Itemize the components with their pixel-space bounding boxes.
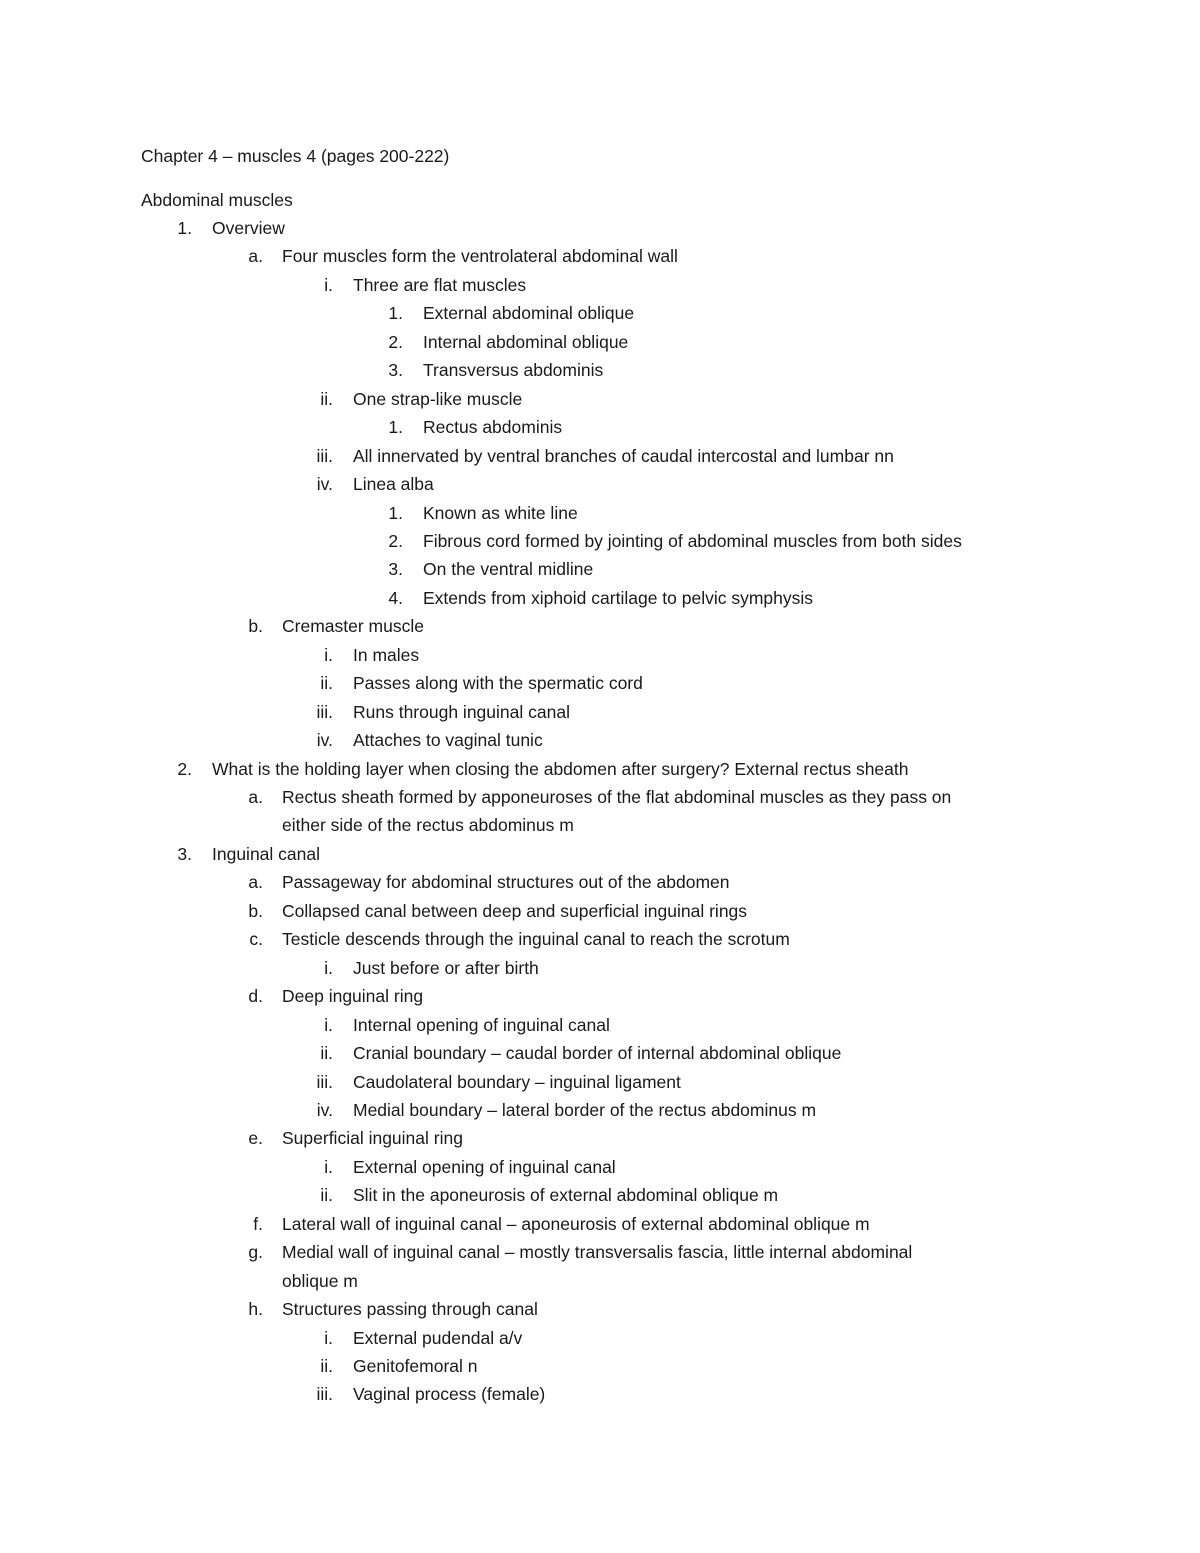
list-item-text: Overview (212, 218, 285, 238)
list-item-marker: 2. (388, 331, 403, 352)
list-item-marker: b. (248, 616, 263, 637)
list-item-text: External abdominal oblique (423, 303, 635, 324)
list-item-text: What is the holding layer when closing the abdomen after surgery? External rectus sheath (212, 758, 909, 779)
list-item-text: Slit in the aponeurosis of external abdominal oblique m (353, 1185, 779, 1206)
list-item-marker: 1. (388, 303, 403, 324)
list-item-marker: 1. (388, 417, 403, 438)
list-item-marker: 3. (388, 559, 403, 580)
section-heading: Abdominal muscles (141, 190, 293, 210)
list-item-marker: 2. (177, 758, 192, 779)
list-item-text: Rectus abdominis (423, 417, 563, 438)
list-item-text: Collapsed canal between deep and superficial inguinal rings (282, 900, 748, 921)
list-item-text: Internal opening of inguinal canal (353, 1014, 610, 1035)
list-item-marker: iv. (316, 1099, 333, 1120)
list-item-marker: 1. (177, 218, 192, 238)
list-item-marker: i. (324, 957, 333, 978)
list-item-text: Just before or after birth (353, 957, 539, 978)
list-item-text: Known as white line (423, 502, 578, 523)
list-item-text: Linea alba (353, 474, 434, 495)
list-item-marker: iv. (316, 474, 333, 495)
list-item-text: oblique m (282, 1270, 358, 1291)
list-item-text: Rectus sheath formed by apponeuroses of the flat abdominal muscles as they pass on (282, 787, 952, 807)
list-item-text: In males (353, 644, 420, 665)
document-title: Chapter 4 – muscles 4 (pages 200-222) (141, 146, 450, 166)
list-item-marker: c. (249, 929, 263, 950)
list-item-text: All innervated by ventral branches of caudal intercostal and lumbar nn (353, 445, 894, 466)
list-item-text: Inguinal canal (212, 843, 320, 864)
list-item-marker: 3. (388, 360, 403, 381)
list-item-text: Fibrous cord formed by jointing of abdominal muscles from both sides (423, 530, 962, 551)
list-item-marker: ii. (320, 673, 333, 694)
list-item-text: Genitofemoral n (353, 1356, 478, 1376)
list-item-marker: a. (248, 246, 263, 267)
list-item-marker: a. (248, 787, 263, 807)
list-item-text: Cremaster muscle (282, 616, 424, 637)
list-item-marker: i. (324, 1327, 333, 1348)
list-item-marker: ii. (320, 388, 333, 409)
list-item-marker: iii. (316, 445, 333, 466)
list-item-marker: ii. (320, 1185, 333, 1206)
list-item-text: Superficial inguinal ring (282, 1128, 463, 1149)
list-item-marker: 3. (177, 843, 192, 864)
list-item-text: External opening of inguinal canal (353, 1156, 616, 1177)
list-item-marker: a. (248, 872, 263, 893)
list-item-marker: iii. (316, 1384, 333, 1405)
list-item-text: either side of the rectus abdominus m (282, 815, 574, 836)
list-item-text: Cranial boundary – caudal border of internal abdominal oblique (353, 1043, 842, 1064)
list-item-marker: iv. (316, 730, 333, 751)
list-item-text: Structures passing through canal (282, 1299, 538, 1320)
list-item-text: Deep inguinal ring (282, 986, 424, 1007)
list-item-marker: e. (248, 1128, 263, 1149)
list-item-marker: 2. (388, 530, 403, 551)
list-item-marker: 4. (388, 587, 403, 608)
list-item-marker: d. (248, 986, 263, 1007)
list-item-marker: h. (248, 1299, 263, 1320)
list-item-text: Internal abdominal oblique (423, 331, 629, 352)
list-item-text: Lateral wall of inguinal canal – aponeurosis of external abdominal oblique m (282, 1213, 870, 1234)
list-item-text: Attaches to vaginal tunic (353, 730, 543, 751)
list-item-text: Medial boundary – lateral border of the rectus abdominus m (353, 1099, 817, 1120)
list-item-marker: 1. (388, 502, 403, 523)
list-item-text: One strap-like muscle (353, 388, 523, 409)
list-item-text: Passageway for abdominal structures out of the abdomen (282, 872, 730, 893)
list-item-marker: f. (253, 1213, 263, 1234)
list-item-text: On the ventral midline (423, 559, 594, 580)
list-item-marker: iii. (316, 701, 333, 722)
list-item-text: Passes along with the spermatic cord (353, 673, 643, 694)
list-item-marker: g. (248, 1242, 263, 1263)
list-item-marker: ii. (320, 1043, 333, 1064)
list-item-text: Caudolateral boundary – inguinal ligament (353, 1071, 681, 1092)
list-item-text: External pudendal a/v (353, 1327, 523, 1348)
list-item-marker: i. (324, 1156, 333, 1177)
list-item-text: Three are flat muscles (353, 274, 527, 295)
list-item-text: Runs through inguinal canal (353, 701, 570, 722)
list-item-text: Medial wall of inguinal canal – mostly transversalis fascia, little internal abdominal (282, 1242, 913, 1263)
list-item-marker: ii. (320, 1356, 333, 1376)
list-item-text: Vaginal process (female) (353, 1384, 546, 1405)
list-item-marker: i. (324, 1014, 333, 1035)
list-item-marker: b. (248, 900, 263, 921)
list-item-marker: i. (324, 274, 333, 295)
list-item-marker: i. (324, 644, 333, 665)
list-item-text: Testicle descends through the inguinal canal to reach the scrotum (282, 929, 790, 950)
list-item-marker: iii. (316, 1071, 333, 1092)
list-item-text: Extends from xiphoid cartilage to pelvic symphysis (423, 587, 814, 608)
list-item-text: Four muscles form the ventrolateral abdominal wall (282, 246, 678, 267)
list-item-text: Transversus abdominis (423, 360, 604, 381)
